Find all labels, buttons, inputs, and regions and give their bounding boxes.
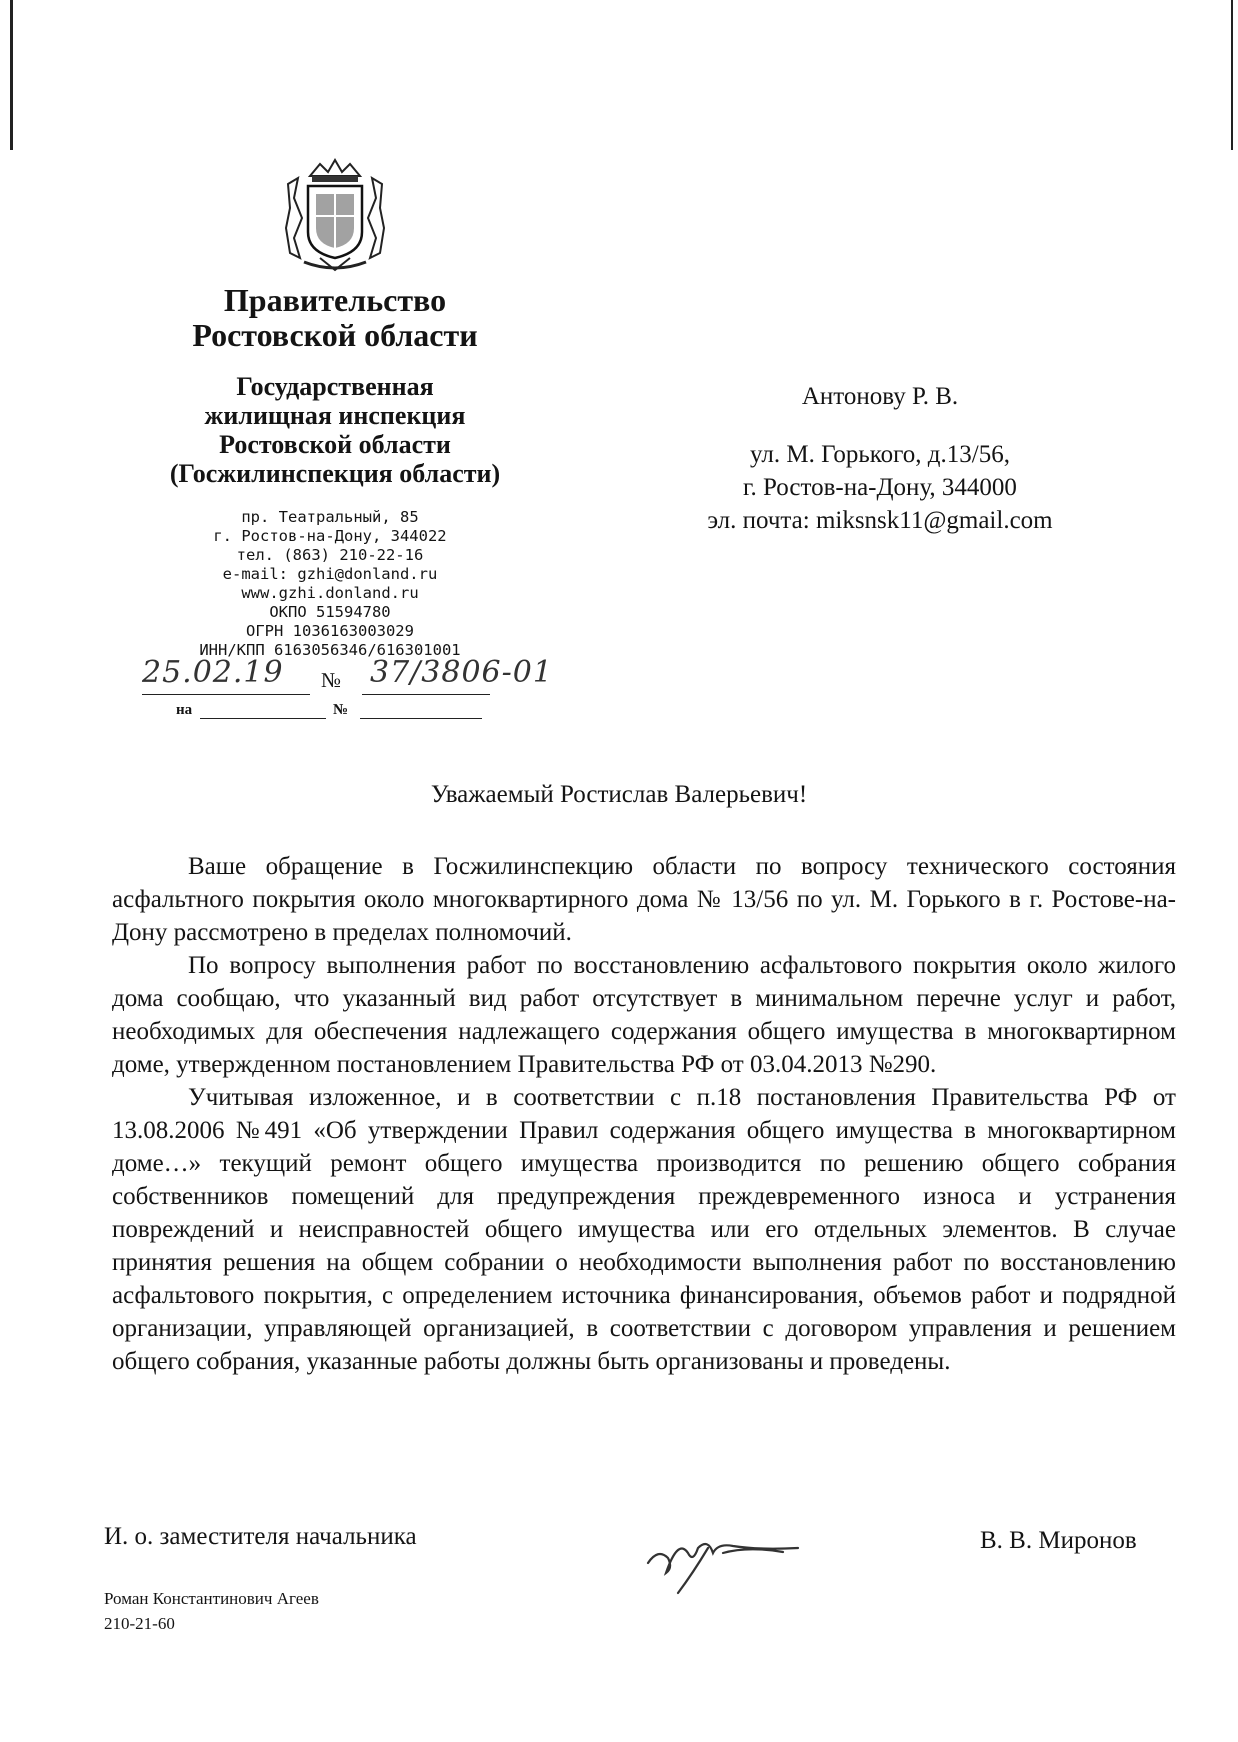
inspection-name [130,372,540,488]
registration-date: 25.02.19 [142,655,284,690]
contact-inn-kpp: ИНН/КПП 6163056346/616301001 [199,641,461,659]
signatory-position: И. о. заместителя начальника [104,1523,417,1550]
scan-edge-left [10,0,13,150]
contact-ogrn: ОГРН 1036163003029 [246,622,414,640]
addressee-street: ул. М. Горького, д.13/56, [750,441,1010,468]
number-underline [362,694,490,695]
executor-phone: 210-21-60 [104,1614,175,1633]
ref-date-underline [200,718,326,719]
paragraph: Учитывая изложенное, и в соответствии с п.18 постановления Правительства РФ от 13.08.2006 №491 «Об утверждении Правил содержания общего имущества в многоквартирном доме…» текущий ремонт общего имущества производится по решению общего собрания собственников помещений для предупреждения преждевременного износа и устранения повреждений и неисправностей общего имущества или его отдельных элементов. В случае принятия решения на общем собрании о необходимости выполнения работ по восстановлению асфальтового покрытия, с определением источника финансирования, объемов работ и подрядной организации, управляющей организацией, в соответствии с договором управления и решением общего собрания, указанные работы должны быть организованы и проведены. [112,1084,1176,1375]
government-line-1: Правительство [223,282,447,318]
letter-body [112,850,1176,1378]
scan-edge-right [1231,0,1233,150]
inspection-line-2: жилищная инспекция [204,401,466,431]
handwritten-signature [638,1518,838,1598]
government-line-2: Ростовской области [192,316,478,353]
number-sign: № [321,668,342,692]
contact-website: www.gzhi.donland.ru [241,584,419,602]
contact-okpo: ОКПО 51594780 [269,603,391,621]
paragraph: По вопросу выполнения работ по восстановлению асфальтового покрытия около жилого дома сообщаю, что указанный вид работ отсутствует в минимальном перечне услуг и работ, необходимых для обеспечения надлежащего содержания общего имущества в многоквартирном доме, утвержденном постановлением Правительства РФ от 03.04.2013 №290. [112,952,1176,1078]
signatory-name: В. В. Миронов [980,1527,1137,1554]
contact-address: пр. Театральный, 85 [241,508,419,526]
ref-number-sign: № [333,702,349,718]
addressee-email: эл. почта: miksnsk11@gmail.com [707,507,1053,534]
contact-email: e-mail: gzhi@donland.ru [222,565,438,583]
date-underline [142,694,310,695]
paragraph: Ваше обращение в Госжилинспекцию области по вопросу технического состояния асфальтного покрытия около многоквартирного дома № 13/56 по ул. М. Горького в г. Ростове-на-Дону рассмотрено в пределах полномочий. [112,853,1176,946]
ref-number-underline [360,718,482,719]
executor-block [104,1586,319,1636]
government-name [130,283,540,352]
inspection-line-4: (Госжилинспекция области) [169,459,501,489]
inspection-line-1: Государственная [236,372,434,401]
contact-city: г. Ростов-на-Дону, 344022 [213,527,447,545]
contact-phone: тел. (863) 210-22-16 [236,546,424,564]
registration-number: 37/3806-01 [370,655,553,690]
addressee-name: Антонову Р. В. [801,383,959,410]
greeting: Уважаемый Ростислав Валерьевич! [430,781,808,808]
coat-of-arms-icon [280,158,390,276]
addressee-city: г. Ростов-на-Дону, 344000 [743,474,1017,501]
inspection-line-3: Ростовской области [219,430,451,460]
addressee-block [640,380,1120,537]
sender-contacts [150,508,510,660]
ref-prefix: на [176,702,193,718]
executor-name: Роман Константинович Агеев [104,1589,319,1608]
